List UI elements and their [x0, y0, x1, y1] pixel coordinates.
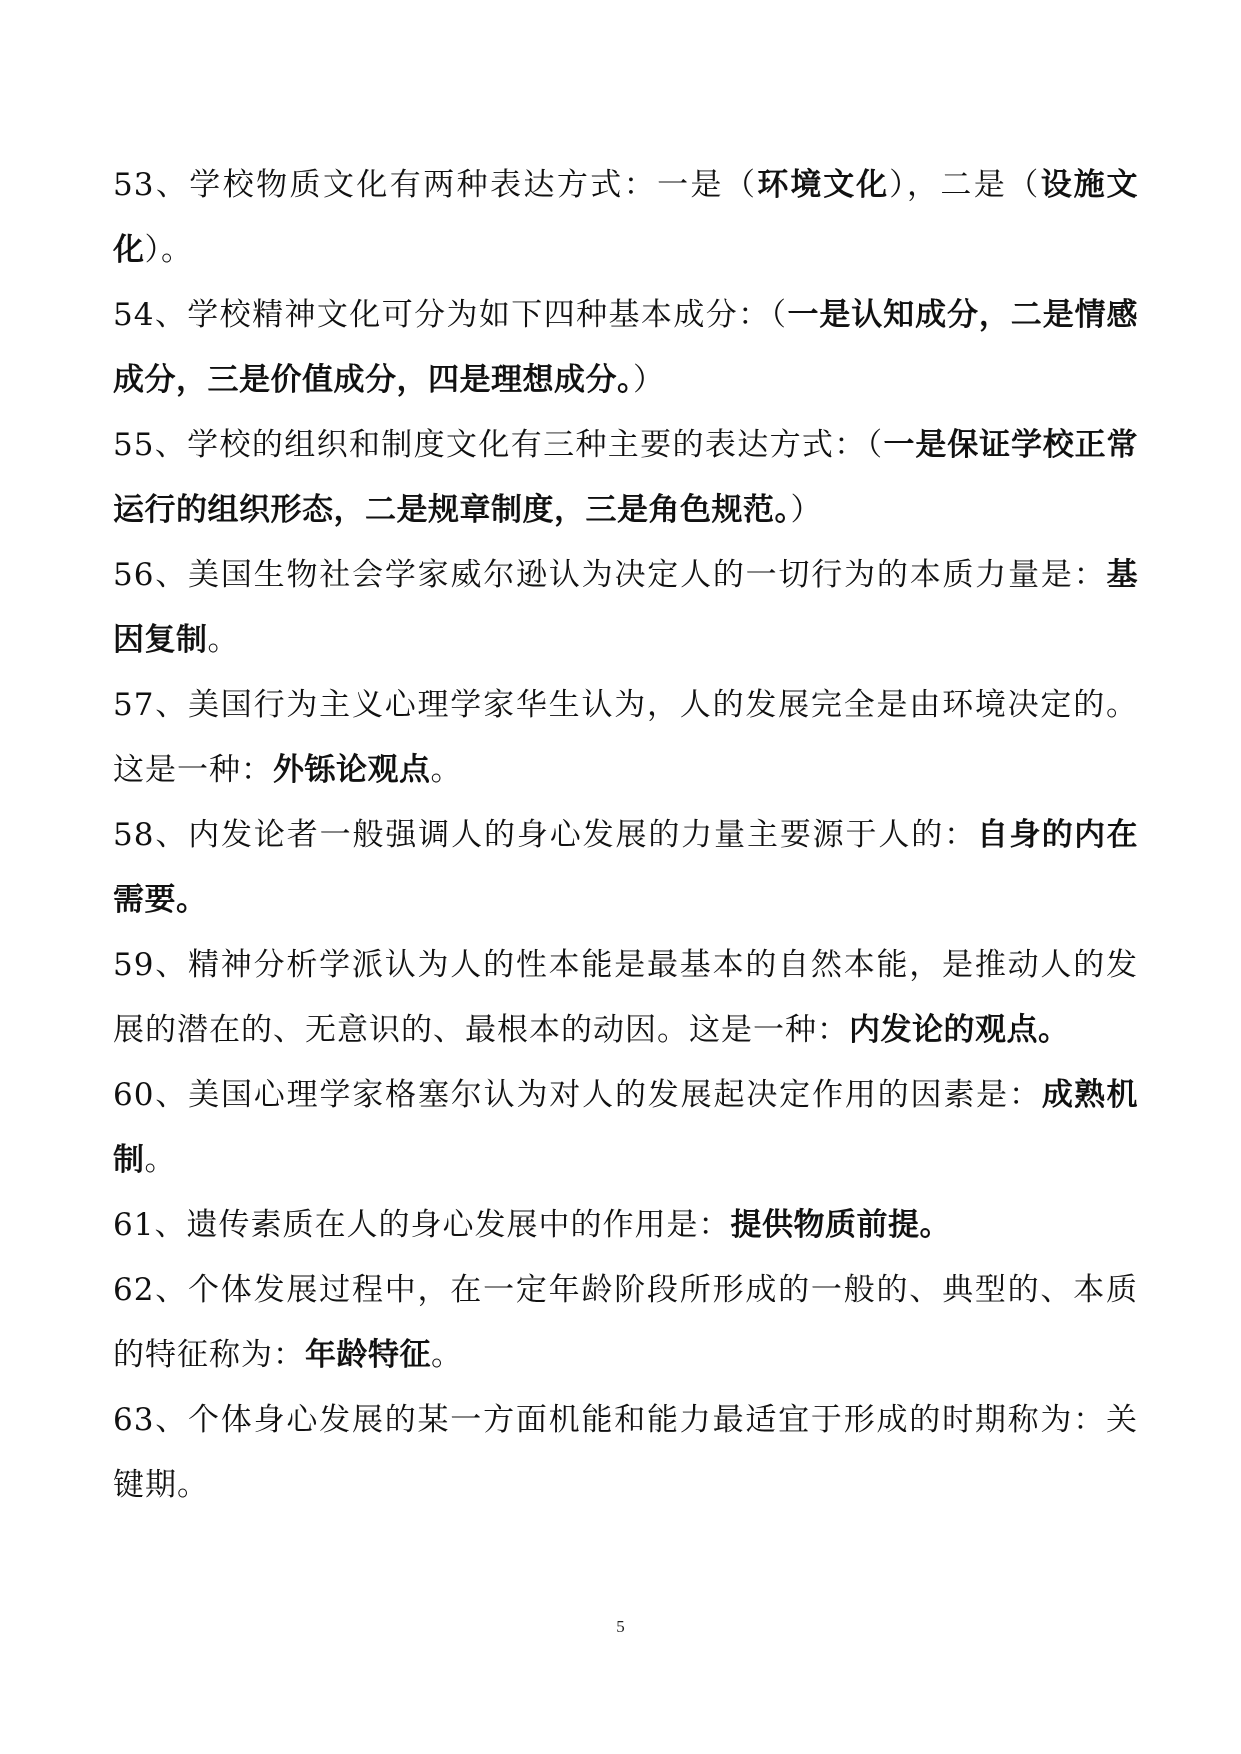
list-item-58: [113, 803, 1138, 933]
list-item-54: [113, 283, 1138, 413]
list-item-53: [113, 153, 1138, 283]
item-text: ），二是（: [889, 167, 1041, 203]
item-text: 、个体身心发展的某一方面机能和能力最适宜于形成的时期称为：关键期。: [113, 1402, 1138, 1503]
item-number: 57: [113, 687, 155, 723]
item-answer: 内发论的观点。: [849, 1012, 1070, 1048]
item-number: 60: [113, 1077, 155, 1113]
item-answer: 一是保证学校正常运行的组织形态，二是规章制度，三是角色规范。: [113, 427, 1139, 528]
item-answer: 基因复制: [113, 557, 1138, 658]
item-text: 。: [430, 752, 463, 788]
list-item-57: [113, 673, 1138, 803]
question-list: [113, 153, 1138, 1518]
item-text: 、美国行为主义心理学家华生认为，人的发展完全是由环境决定的。这是一种：: [113, 687, 1138, 788]
item-number: 56: [113, 557, 155, 593]
item-text: 、个体发展过程中，在一定年龄阶段所形成的一般的、典型的、本质的特征称为：: [113, 1272, 1138, 1373]
item-answer: 环境文化: [757, 167, 890, 203]
list-item-63: [113, 1388, 1138, 1518]
item-number: 55: [113, 427, 155, 463]
item-text: 。: [144, 1142, 177, 1178]
item-text: 、内发论者一般强调人的身心发展的力量主要源于人的：: [154, 817, 978, 853]
item-text: 、学校的组织和制度文化有三种主要的表达方式：（: [154, 427, 884, 463]
item-answer: 一是认知成分，二是情感成分，三是价值成分，四是理想成分。: [113, 297, 1138, 398]
list-item-60: [113, 1063, 1138, 1193]
item-answer: 自身的内在需要。: [113, 817, 1139, 918]
list-item-59: [113, 933, 1138, 1063]
item-number: 53: [113, 167, 155, 203]
item-text: 、学校物质文化有两种表达方式：一是（: [154, 167, 758, 203]
item-answer: 外铄论观点: [273, 752, 431, 788]
item-text: ）: [633, 362, 665, 398]
item-text: 、美国心理学家格塞尔认为对人的发展起决定作用的因素是：: [154, 1077, 1042, 1113]
item-answer: 年龄特征: [305, 1337, 431, 1373]
item-text: 、遗传素质在人的身心发展中的作用是：: [154, 1207, 731, 1243]
item-number: 58: [113, 817, 155, 853]
item-text: ）: [790, 492, 823, 528]
item-number: 62: [113, 1272, 155, 1308]
list-item-61: [113, 1193, 1138, 1258]
item-text: 、精神分析学派认为人的性本能是最基本的自然本能，是推动人的发展的潜在的、无意识的、最根本的动因。这是一种：: [113, 947, 1138, 1048]
list-item-62: [113, 1258, 1138, 1388]
item-number: 63: [113, 1402, 155, 1438]
item-number: 61: [113, 1207, 155, 1243]
item-answer: 成熟机制: [113, 1077, 1138, 1178]
page-number: 5: [616, 1617, 625, 1636]
item-text: 。: [431, 1337, 463, 1373]
item-text: 、美国生物社会学家威尔逊认为决定人的一切行为的本质力量是：: [154, 557, 1107, 593]
item-text: 、学校精神文化可分为如下四种基本成分：（: [154, 297, 788, 333]
item-text: 。: [207, 622, 240, 658]
list-item-55: [113, 413, 1138, 543]
item-text: ）。: [144, 232, 193, 268]
list-item-56: [113, 543, 1138, 673]
item-answer: 设施文化: [113, 167, 1139, 268]
item-number: 54: [113, 297, 155, 333]
item-number: 59: [113, 947, 155, 983]
item-answer: 提供物质前提。: [730, 1207, 951, 1243]
